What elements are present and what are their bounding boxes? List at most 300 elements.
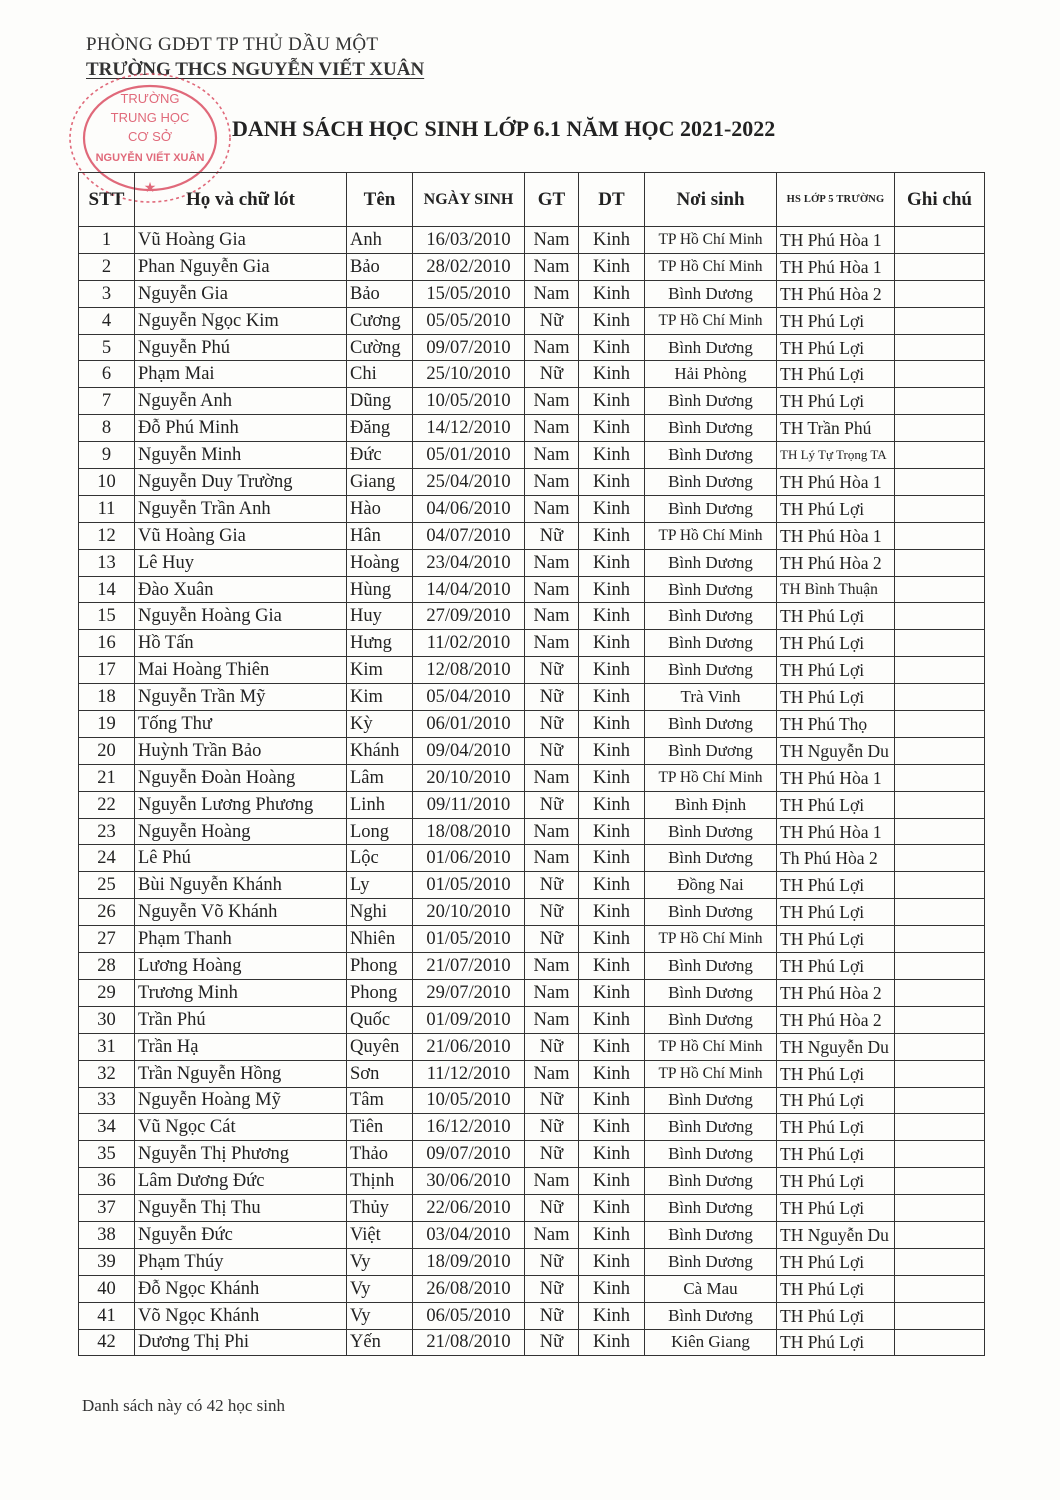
cell-truong: TH Phú Lợi: [777, 1248, 895, 1275]
cell-dt: Kinh: [579, 1114, 645, 1141]
cell-dt: Kinh: [579, 818, 645, 845]
cell-stt: 25: [79, 872, 135, 899]
table-row: [79, 657, 985, 684]
cell-ho: Nguyễn Trần Anh: [135, 495, 347, 522]
cell-stt: 16: [79, 630, 135, 657]
cell-truong: TH Nguyễn Du: [777, 1033, 895, 1060]
cell-ghichu: [895, 576, 985, 603]
cell-gt: Nữ: [525, 657, 579, 684]
cell-stt: 12: [79, 522, 135, 549]
cell-truong: TH Phú Lợi: [777, 899, 895, 926]
cell-ghichu: [895, 1033, 985, 1060]
cell-dt: Kinh: [579, 469, 645, 496]
cell-truong: TH Bình Thuận: [777, 576, 895, 603]
cell-gt: Nam: [525, 1168, 579, 1195]
cell-ten: Hào: [347, 495, 413, 522]
cell-ten: Bảo: [347, 253, 413, 280]
cell-dt: Kinh: [579, 979, 645, 1006]
cell-ten: Thủy: [347, 1195, 413, 1222]
cell-ho: Nguyễn Minh: [135, 442, 347, 469]
cell-dt: Kinh: [579, 737, 645, 764]
table-row: [79, 469, 985, 496]
cell-truong: TH Phú Lợi: [777, 1329, 895, 1356]
cell-stt: 2: [79, 253, 135, 280]
cell-noisinh: Bình Dương: [645, 549, 777, 576]
table-row: [79, 1221, 985, 1248]
cell-ghichu: [895, 1141, 985, 1168]
table-row: [79, 979, 985, 1006]
cell-stt: 14: [79, 576, 135, 603]
cell-ngaysinh: 27/09/2010: [413, 603, 525, 630]
table-row: [79, 603, 985, 630]
cell-ghichu: [895, 737, 985, 764]
cell-noisinh: Bình Dương: [645, 845, 777, 872]
col-header-noisinh: Nơi sinh: [645, 173, 777, 227]
cell-ten: Tiên: [347, 1114, 413, 1141]
cell-ngaysinh: 09/07/2010: [413, 1141, 525, 1168]
cell-dt: Kinh: [579, 1248, 645, 1275]
cell-noisinh: Bình Dương: [645, 818, 777, 845]
cell-stt: 31: [79, 1033, 135, 1060]
cell-ten: Hoàng: [347, 549, 413, 576]
cell-stt: 5: [79, 334, 135, 361]
cell-truong: TH Phú Lợi: [777, 495, 895, 522]
cell-ngaysinh: 01/05/2010: [413, 926, 525, 953]
cell-gt: Nữ: [525, 1087, 579, 1114]
cell-ten: Hưng: [347, 630, 413, 657]
cell-noisinh: TP Hồ Chí Minh: [645, 1033, 777, 1060]
cell-dt: Kinh: [579, 1168, 645, 1195]
cell-stt: 29: [79, 979, 135, 1006]
cell-dt: Kinh: [579, 1141, 645, 1168]
cell-truong: TH Phú Lợi: [777, 1275, 895, 1302]
cell-ho: Nguyễn Gia: [135, 280, 347, 307]
cell-gt: Nam: [525, 549, 579, 576]
cell-ngaysinh: 01/06/2010: [413, 845, 525, 872]
table-row: [79, 1033, 985, 1060]
cell-noisinh: Đồng Nai: [645, 872, 777, 899]
cell-ghichu: [895, 280, 985, 307]
cell-ho: Phạm Thúy: [135, 1248, 347, 1275]
cell-truong: TH Trần Phú: [777, 415, 895, 442]
cell-ten: Dũng: [347, 388, 413, 415]
cell-ten: Hùng: [347, 576, 413, 603]
cell-ghichu: [895, 872, 985, 899]
cell-gt: Nam: [525, 495, 579, 522]
document-title: DANH SÁCH HỌC SINH LỚP 6.1 NĂM HỌC 2021-2022: [232, 116, 776, 141]
cell-ho: Nguyễn Phú: [135, 334, 347, 361]
cell-ho: Nguyễn Ngọc Kim: [135, 307, 347, 334]
cell-stt: 36: [79, 1168, 135, 1195]
cell-dt: Kinh: [579, 227, 645, 254]
cell-stt: 27: [79, 926, 135, 953]
cell-truong: TH Phú Hòa 2: [777, 280, 895, 307]
cell-ngaysinh: 09/04/2010: [413, 737, 525, 764]
cell-gt: Nữ: [525, 1114, 579, 1141]
cell-ho: Đào Xuân: [135, 576, 347, 603]
cell-ho: Trương Minh: [135, 979, 347, 1006]
cell-stt: 28: [79, 953, 135, 980]
cell-ghichu: [895, 1195, 985, 1222]
seal-star: ★: [143, 179, 157, 195]
seal-line-2: TRUNG HỌC: [110, 110, 190, 125]
table-row: [79, 872, 985, 899]
cell-gt: Nam: [525, 818, 579, 845]
cell-stt: 1: [79, 227, 135, 254]
cell-ngaysinh: 10/05/2010: [413, 1087, 525, 1114]
cell-ho: Võ Ngọc Khánh: [135, 1302, 347, 1329]
cell-stt: 32: [79, 1060, 135, 1087]
cell-ngaysinh: 05/05/2010: [413, 307, 525, 334]
seal-line-3: CƠ SỞ: [128, 129, 172, 144]
cell-truong: TH Phú Lợi: [777, 307, 895, 334]
cell-stt: 4: [79, 307, 135, 334]
cell-gt: Nữ: [525, 737, 579, 764]
table-row: [79, 926, 985, 953]
cell-ho: Tống Thư: [135, 711, 347, 738]
cell-ho: Nguyễn Võ Khánh: [135, 899, 347, 926]
table-row: [79, 1195, 985, 1222]
cell-ho: Mai Hoàng Thiên: [135, 657, 347, 684]
cell-ten: Long: [347, 818, 413, 845]
cell-noisinh: TP Hồ Chí Minh: [645, 926, 777, 953]
cell-gt: Nam: [525, 764, 579, 791]
table-row: [79, 549, 985, 576]
cell-ghichu: [895, 1168, 985, 1195]
cell-gt: Nam: [525, 334, 579, 361]
cell-gt: Nữ: [525, 926, 579, 953]
cell-truong: TH Phú Hòa 2: [777, 1006, 895, 1033]
cell-dt: Kinh: [579, 899, 645, 926]
cell-ngaysinh: 01/05/2010: [413, 872, 525, 899]
cell-gt: Nữ: [525, 1033, 579, 1060]
cell-noisinh: Hải Phòng: [645, 361, 777, 388]
table-row: [79, 576, 985, 603]
cell-ghichu: [895, 926, 985, 953]
cell-ngaysinh: 18/08/2010: [413, 818, 525, 845]
cell-stt: 24: [79, 845, 135, 872]
cell-noisinh: Bình Dương: [645, 711, 777, 738]
cell-ghichu: [895, 657, 985, 684]
cell-truong: TH Lý Tự Trọng TA: [777, 442, 895, 469]
cell-ten: Linh: [347, 791, 413, 818]
cell-stt: 17: [79, 657, 135, 684]
table-row: [79, 1060, 985, 1087]
cell-stt: 21: [79, 764, 135, 791]
cell-ghichu: [895, 979, 985, 1006]
cell-ten: Thịnh: [347, 1168, 413, 1195]
table-row: [79, 253, 985, 280]
cell-noisinh: TP Hồ Chí Minh: [645, 227, 777, 254]
cell-truong: TH Phú Hòa 1: [777, 253, 895, 280]
cell-ngaysinh: 01/09/2010: [413, 1006, 525, 1033]
cell-ghichu: [895, 1275, 985, 1302]
cell-ten: Thảo: [347, 1141, 413, 1168]
cell-noisinh: Bình Dương: [645, 979, 777, 1006]
cell-ho: Đỗ Ngọc Khánh: [135, 1275, 347, 1302]
cell-ten: Hân: [347, 522, 413, 549]
cell-ngaysinh: 05/04/2010: [413, 684, 525, 711]
cell-ngaysinh: 09/11/2010: [413, 791, 525, 818]
cell-ten: Quyên: [347, 1033, 413, 1060]
cell-ngaysinh: 14/04/2010: [413, 576, 525, 603]
cell-ten: Vy: [347, 1275, 413, 1302]
cell-dt: Kinh: [579, 764, 645, 791]
cell-gt: Nữ: [525, 1329, 579, 1356]
cell-ten: Cương: [347, 307, 413, 334]
cell-ghichu: [895, 791, 985, 818]
table-row: [79, 899, 985, 926]
cell-truong: TH Nguyễn Du: [777, 737, 895, 764]
cell-ten: Kim: [347, 657, 413, 684]
col-header-ngaysinh: NGÀY SINH: [413, 173, 525, 227]
cell-ho: Lê Phú: [135, 845, 347, 872]
cell-ngaysinh: 21/07/2010: [413, 953, 525, 980]
cell-stt: 7: [79, 388, 135, 415]
cell-truong: TH Phú Hòa 1: [777, 764, 895, 791]
cell-stt: 6: [79, 361, 135, 388]
cell-ten: Ly: [347, 872, 413, 899]
cell-ten: Vy: [347, 1248, 413, 1275]
cell-ten: Đức: [347, 442, 413, 469]
cell-dt: Kinh: [579, 334, 645, 361]
cell-gt: Nam: [525, 953, 579, 980]
cell-truong: TH Phú Lợi: [777, 1195, 895, 1222]
cell-gt: Nam: [525, 603, 579, 630]
cell-ten: Yến: [347, 1329, 413, 1356]
cell-stt: 33: [79, 1087, 135, 1114]
cell-gt: Nữ: [525, 684, 579, 711]
cell-dt: Kinh: [579, 1033, 645, 1060]
cell-ngaysinh: 09/07/2010: [413, 334, 525, 361]
cell-gt: Nam: [525, 630, 579, 657]
cell-gt: Nữ: [525, 361, 579, 388]
cell-ho: Nguyễn Trần Mỹ: [135, 684, 347, 711]
cell-gt: Nữ: [525, 1195, 579, 1222]
cell-ngaysinh: 21/08/2010: [413, 1329, 525, 1356]
cell-gt: Nam: [525, 1006, 579, 1033]
cell-stt: 9: [79, 442, 135, 469]
cell-truong: TH Phú Lợi: [777, 630, 895, 657]
cell-ten: Lộc: [347, 845, 413, 872]
cell-gt: Nữ: [525, 1141, 579, 1168]
cell-dt: Kinh: [579, 791, 645, 818]
cell-truong: TH Nguyễn Du: [777, 1221, 895, 1248]
cell-ngaysinh: 23/04/2010: [413, 549, 525, 576]
cell-ho: Nguyễn Lương Phương: [135, 791, 347, 818]
cell-truong: TH Phú Lợi: [777, 1302, 895, 1329]
footer-summary: Danh sách này có 42 học sinh: [82, 1396, 286, 1415]
cell-ngaysinh: 06/01/2010: [413, 711, 525, 738]
cell-ghichu: [895, 469, 985, 496]
cell-noisinh: Bình Dương: [645, 388, 777, 415]
cell-dt: Kinh: [579, 1221, 645, 1248]
cell-ngaysinh: 30/06/2010: [413, 1168, 525, 1195]
cell-ghichu: [895, 307, 985, 334]
cell-noisinh: Bình Dương: [645, 630, 777, 657]
table-header-row: [79, 173, 985, 227]
cell-ten: Việt: [347, 1221, 413, 1248]
cell-ho: Trần Phú: [135, 1006, 347, 1033]
cell-ghichu: [895, 253, 985, 280]
cell-ngaysinh: 11/02/2010: [413, 630, 525, 657]
cell-ngaysinh: 04/06/2010: [413, 495, 525, 522]
table-row: [79, 1114, 985, 1141]
table-row: [79, 684, 985, 711]
cell-ngaysinh: 28/02/2010: [413, 253, 525, 280]
table-row: [79, 764, 985, 791]
cell-dt: Kinh: [579, 1195, 645, 1222]
col-header-truong: HS LỚP 5 TRƯỜNG: [777, 173, 895, 227]
cell-noisinh: Bình Dương: [645, 899, 777, 926]
cell-ghichu: [895, 1329, 985, 1356]
cell-noisinh: Bình Dương: [645, 737, 777, 764]
col-header-gt: GT: [525, 173, 579, 227]
cell-ho: Nguyễn Đức: [135, 1221, 347, 1248]
cell-noisinh: Bình Dương: [645, 1195, 777, 1222]
cell-dt: Kinh: [579, 576, 645, 603]
cell-ngaysinh: 26/08/2010: [413, 1275, 525, 1302]
cell-ngaysinh: 14/12/2010: [413, 415, 525, 442]
cell-stt: 30: [79, 1006, 135, 1033]
cell-noisinh: Bình Dương: [645, 1302, 777, 1329]
cell-ho: Lê Huy: [135, 549, 347, 576]
cell-dt: Kinh: [579, 845, 645, 872]
cell-ngaysinh: 03/04/2010: [413, 1221, 525, 1248]
cell-noisinh: Bình Dương: [645, 1087, 777, 1114]
cell-noisinh: Bình Dương: [645, 1006, 777, 1033]
table-row: [79, 1248, 985, 1275]
cell-ten: Anh: [347, 227, 413, 254]
cell-dt: Kinh: [579, 415, 645, 442]
cell-ho: Nguyễn Thị Thu: [135, 1195, 347, 1222]
cell-ho: Phạm Mai: [135, 361, 347, 388]
cell-ngaysinh: 18/09/2010: [413, 1248, 525, 1275]
cell-ten: Lâm: [347, 764, 413, 791]
table-row: [79, 442, 985, 469]
cell-gt: Nam: [525, 469, 579, 496]
cell-truong: TH Phú Lợi: [777, 953, 895, 980]
cell-noisinh: TP Hồ Chí Minh: [645, 1060, 777, 1087]
cell-stt: 41: [79, 1302, 135, 1329]
cell-stt: 23: [79, 818, 135, 845]
cell-dt: Kinh: [579, 926, 645, 953]
cell-ghichu: [895, 442, 985, 469]
cell-ghichu: [895, 549, 985, 576]
cell-gt: Nam: [525, 388, 579, 415]
table-row: [79, 522, 985, 549]
cell-ghichu: [895, 1060, 985, 1087]
cell-ngaysinh: 16/12/2010: [413, 1114, 525, 1141]
cell-ho: Đỗ Phú Minh: [135, 415, 347, 442]
cell-ho: Lương Hoàng: [135, 953, 347, 980]
cell-ten: Khánh: [347, 737, 413, 764]
cell-dt: Kinh: [579, 1006, 645, 1033]
cell-ghichu: [895, 630, 985, 657]
cell-truong: TH Phú Lợi: [777, 1168, 895, 1195]
cell-ghichu: [895, 1221, 985, 1248]
cell-dt: Kinh: [579, 549, 645, 576]
cell-ho: Nguyễn Duy Trường: [135, 469, 347, 496]
cell-ten: Phong: [347, 953, 413, 980]
cell-gt: Nam: [525, 442, 579, 469]
cell-ghichu: [895, 845, 985, 872]
cell-gt: Nữ: [525, 1275, 579, 1302]
cell-truong: TH Phú Lợi: [777, 1141, 895, 1168]
cell-stt: 39: [79, 1248, 135, 1275]
cell-ho: Huỳnh Trần Bảo: [135, 737, 347, 764]
cell-ho: Dương Thị Phi: [135, 1329, 347, 1356]
table-row: [79, 307, 985, 334]
cell-noisinh: Kiên Giang: [645, 1329, 777, 1356]
cell-ten: Kim: [347, 684, 413, 711]
cell-noisinh: TP Hồ Chí Minh: [645, 764, 777, 791]
table-row: [79, 388, 985, 415]
cell-ho: Trần Nguyễn Hồng: [135, 1060, 347, 1087]
cell-dt: Kinh: [579, 522, 645, 549]
cell-ten: Sơn: [347, 1060, 413, 1087]
cell-ho: Lâm Dương Đức: [135, 1168, 347, 1195]
cell-stt: 13: [79, 549, 135, 576]
cell-stt: 20: [79, 737, 135, 764]
cell-stt: 38: [79, 1221, 135, 1248]
cell-dt: Kinh: [579, 388, 645, 415]
cell-ten: Kỳ: [347, 711, 413, 738]
cell-gt: Nữ: [525, 872, 579, 899]
cell-ho: Phan Nguyễn Gia: [135, 253, 347, 280]
cell-gt: Nam: [525, 845, 579, 872]
cell-ghichu: [895, 764, 985, 791]
cell-dt: Kinh: [579, 1302, 645, 1329]
cell-dt: Kinh: [579, 361, 645, 388]
table-row: [79, 1168, 985, 1195]
cell-ngaysinh: 15/05/2010: [413, 280, 525, 307]
cell-ghichu: [895, 1302, 985, 1329]
table-row: [79, 845, 985, 872]
cell-truong: TH Phú Lợi: [777, 603, 895, 630]
cell-ten: Nghi: [347, 899, 413, 926]
cell-ho: Nguyễn Hoàng Mỹ: [135, 1087, 347, 1114]
cell-truong: TH Phú Hòa 1: [777, 227, 895, 254]
cell-truong: TH Phú Hòa 2: [777, 979, 895, 1006]
cell-noisinh: TP Hồ Chí Minh: [645, 522, 777, 549]
cell-gt: Nữ: [525, 711, 579, 738]
cell-truong: TH Phú Lợi: [777, 361, 895, 388]
cell-dt: Kinh: [579, 1329, 645, 1356]
cell-dt: Kinh: [579, 280, 645, 307]
cell-truong: Th Phú Hòa 2: [777, 845, 895, 872]
cell-ho: Trần Hạ: [135, 1033, 347, 1060]
cell-dt: Kinh: [579, 603, 645, 630]
cell-ghichu: [895, 603, 985, 630]
cell-dt: Kinh: [579, 1087, 645, 1114]
col-header-stt: STT: [79, 173, 135, 227]
col-header-ten: Tên: [347, 173, 413, 227]
cell-noisinh: Bình Dương: [645, 1168, 777, 1195]
cell-dt: Kinh: [579, 1060, 645, 1087]
cell-noisinh: Cà Mau: [645, 1275, 777, 1302]
table-row: [79, 334, 985, 361]
cell-ghichu: [895, 1248, 985, 1275]
cell-dt: Kinh: [579, 1275, 645, 1302]
cell-ngaysinh: 05/01/2010: [413, 442, 525, 469]
seal-line-4: NGUYỄN VIẾT XUÂN: [95, 152, 205, 164]
cell-ten: Chi: [347, 361, 413, 388]
header-department: PHÒNG GDĐT TP THỦ DẦU MỘT: [86, 34, 379, 55]
cell-noisinh: Bình Dương: [645, 953, 777, 980]
cell-ten: Cường: [347, 334, 413, 361]
cell-stt: 8: [79, 415, 135, 442]
